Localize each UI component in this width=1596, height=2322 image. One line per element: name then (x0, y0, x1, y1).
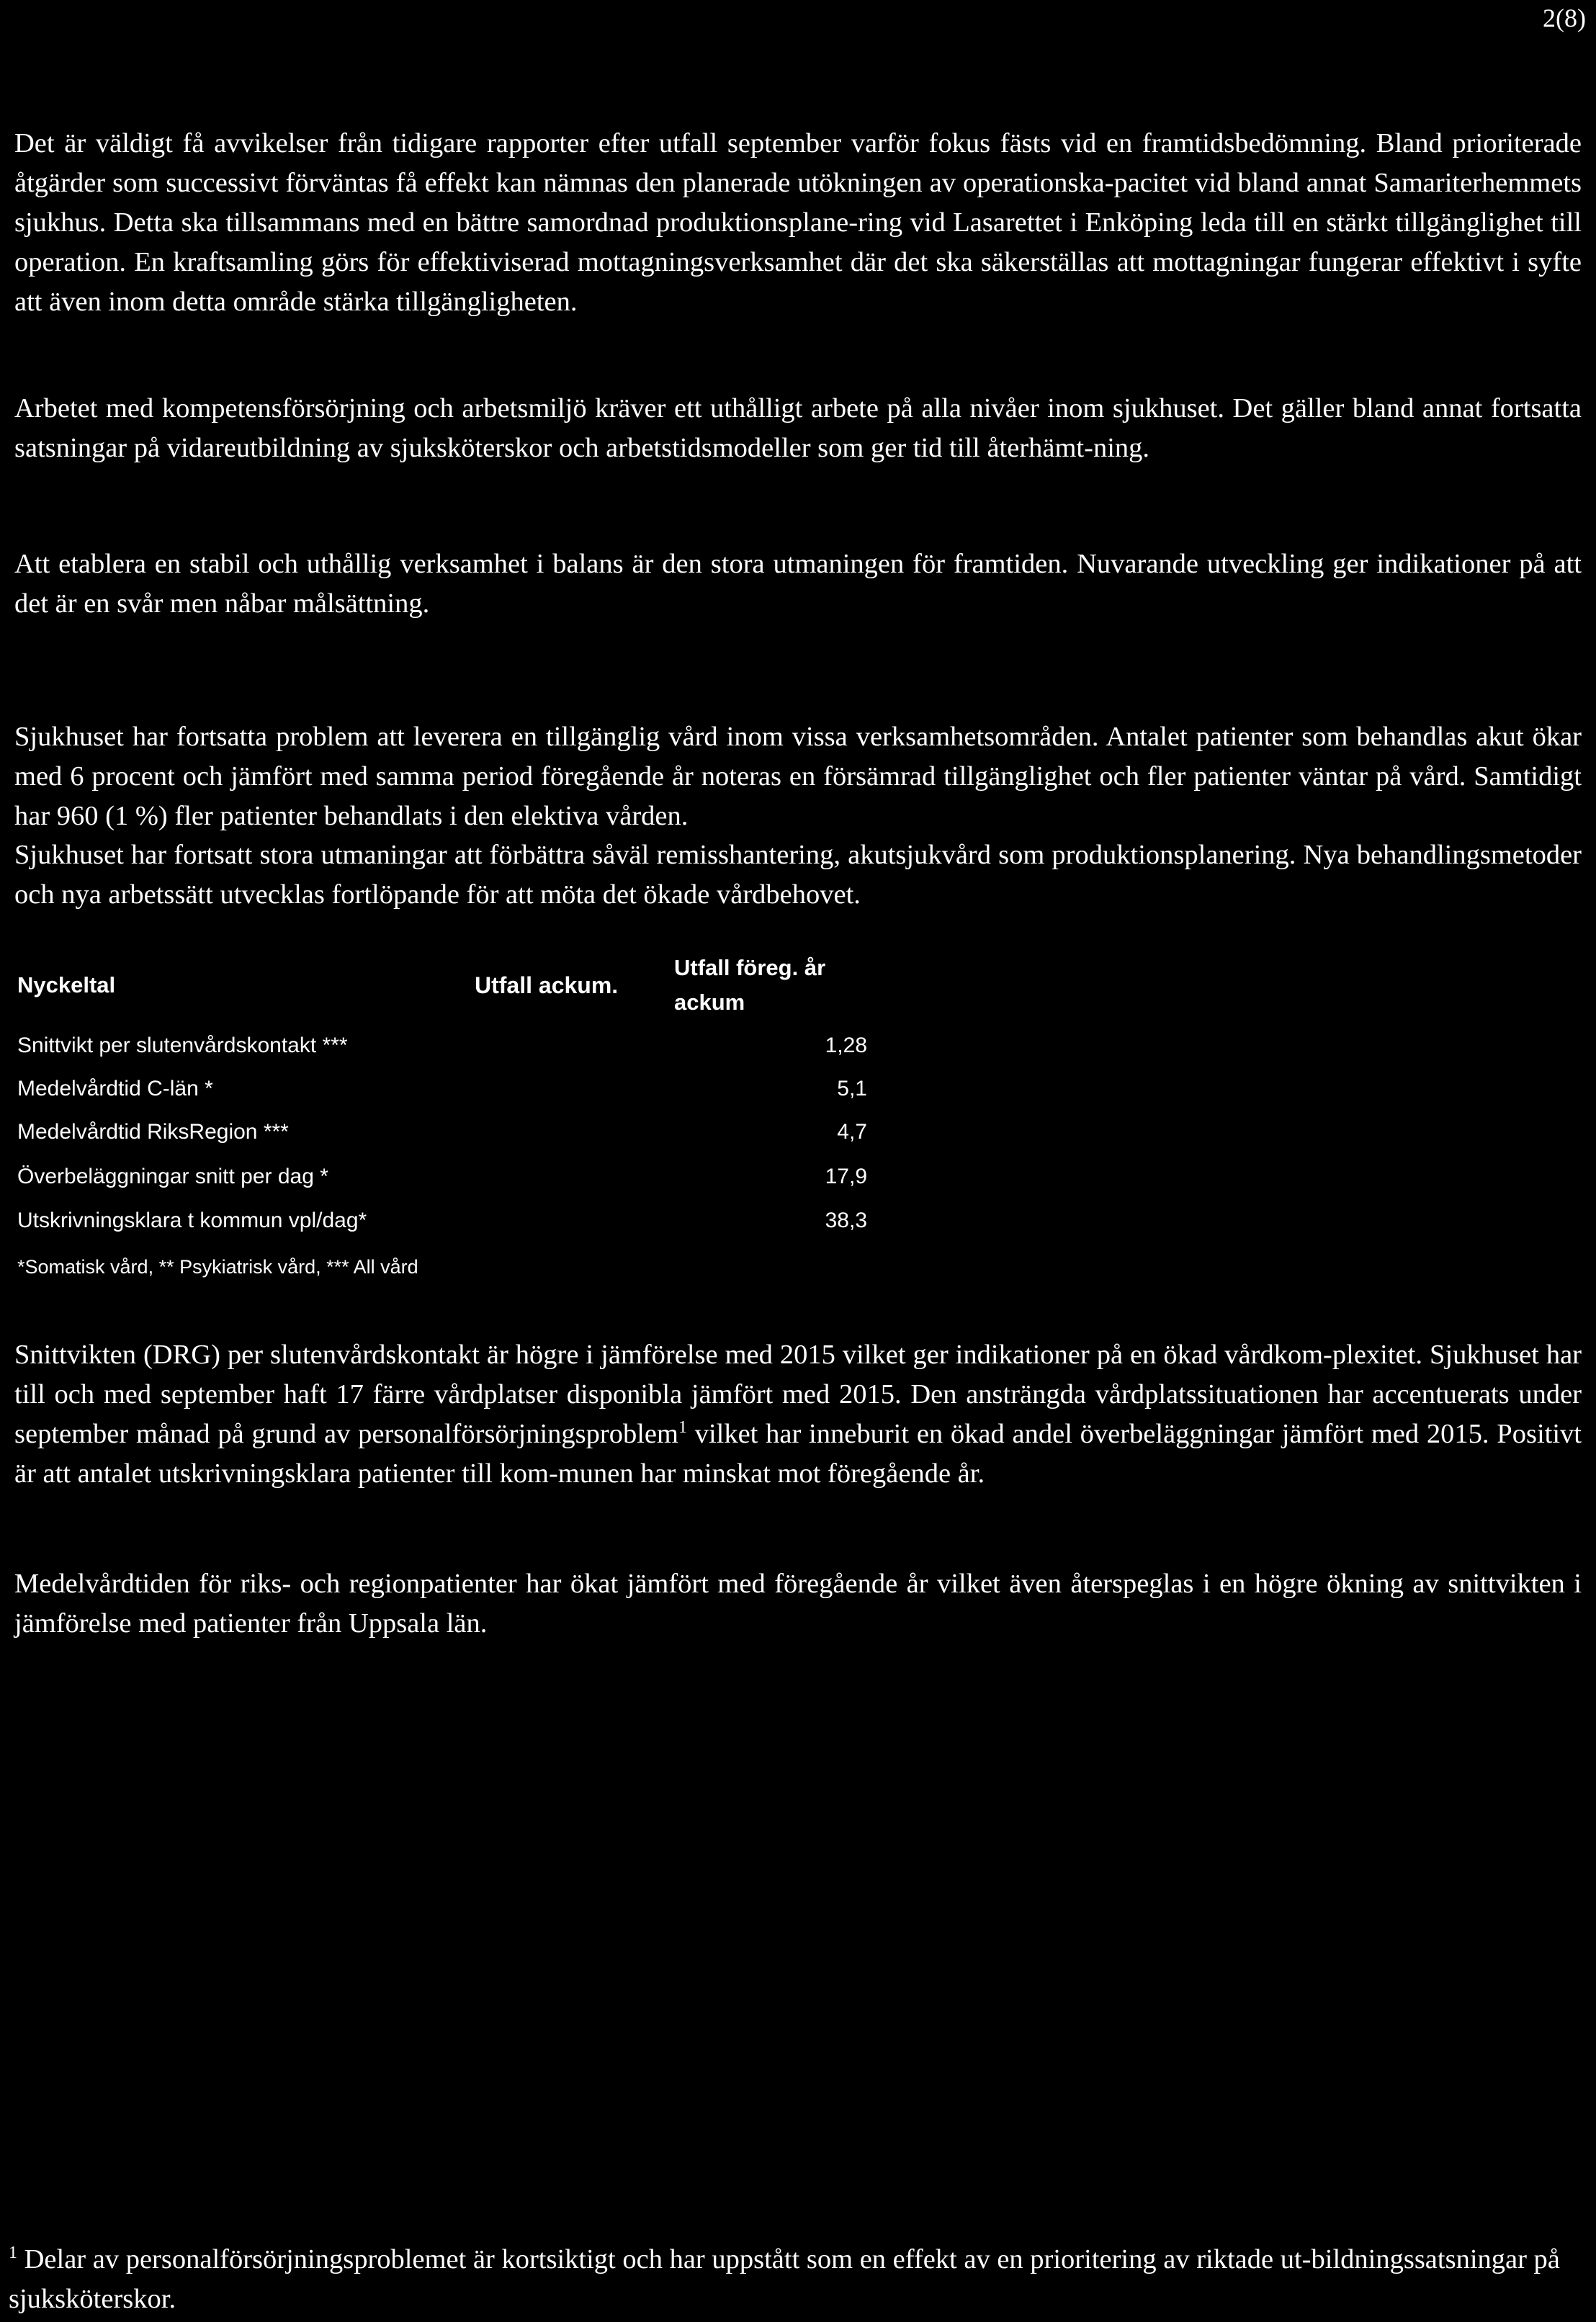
paragraph-case-mix-part2: vilket har inneburit en ökad andel överbeläggningar jämfört med 2015. Positivt är att antalet utskrivningsklara patienter till kom-munen har minskat mot föregående år. (14, 1419, 1582, 1489)
footnote (9, 2240, 1586, 2319)
table-row (17, 1034, 867, 1070)
row-value: 5,1 (837, 1077, 867, 1101)
table-row (17, 1209, 867, 1245)
table-row (17, 1077, 867, 1113)
footnote-text: Delar av personalförsörjningsproblemet är kortsiktigt och har uppstått som en effekt av en prioritering av riktade ut-bildningssatsningar på sjuksköterskor. (9, 2244, 1560, 2314)
paragraph-case-mix (14, 1335, 1582, 1494)
table-note: *Somatisk vård, ** Psykiatrisk vård, *** All vård (17, 1256, 418, 1278)
row-value: 1,28 (825, 1034, 867, 1057)
row-label: Överbeläggningar snitt per dag * (17, 1165, 328, 1188)
paragraph-stability: Att etablera en stabil och uthållig verksamhet i balans är den stora utmaningen för framtiden. Nuvarande utveckling ger indikationer på att det är en svår men nåbar målsättning. (14, 549, 1582, 619)
row-value: 17,9 (825, 1165, 867, 1188)
row-label: Medelvårdtid C-län * (17, 1077, 213, 1101)
row-value: 38,3 (825, 1209, 867, 1232)
header-utfall-foreg (674, 951, 825, 1020)
row-label: Medelvårdtid RiksRegion *** (17, 1120, 289, 1144)
page-number: 2(8) (1543, 4, 1586, 32)
header-utfall-ackum: Utfall ackum. (475, 972, 619, 998)
footnote-reference: 1 (678, 1418, 687, 1438)
paragraph-accessibility: Sjukhuset har fortsatta problem att leverera en tillgänglig vård inom vissa verksamhetsområden. Antalet patienter som behandlas akut ökar med 6 procent och jämfört med samma period föregående år noteras en försämrad tillgänglighet och fler patienter väntar på vård. Samtidigt har 960 (1 %) fler patienter behandlats i den elektiva vården. (14, 722, 1582, 831)
paragraph-case-mix-part1: Snittvikten (DRG) per slutenvårdskontakt är högre i jämförelse med 2015 vilket ger indikationer på en ökad vårdkom-plexitet. Sjukhuset har till och med september haft 17 färre vårdplatser disponibla jämfört med 2015. Den ansträngda vårdplatssituationen har accentuerats under september månad på grund av personalförsörjningsproblem (14, 1340, 1582, 1449)
paragraph-outlook: Det är väldigt få avvikelser från tidigare rapporter efter utfall september varför fokus fästs vid en framtidsbedömning. Bland prioriterade åtgärder som successivt förväntas få effekt kan nämnas den planerade utökningen av operationska-pacitet vid bland annat Samariterhemmets sjukhus. Detta ska tillsammans med en bättre samordnad produktionsplane-ring vid Lasarettet i Enköping leda till en stärkt tillgänglighet till operation. En kraftsamling görs för effektiviserad mottagningsverksamhet där det ska säkerställas att mottagningar fungerar effektivt i syfte att även inom detta område stärka tillgängligheten. (14, 128, 1582, 317)
paragraph-length-of-stay: Medelvårdtiden för riks- och regionpatienter har ökat jämfört med föregående år vilket även återspeglas i en högre ökning av snittvikten i jämförelse med patienter från Uppsala län. (14, 1569, 1582, 1639)
table-row (17, 1165, 867, 1201)
row-label: Snittvikt per slutenvårdskontakt *** (17, 1034, 348, 1057)
row-value: 4,7 (837, 1120, 867, 1144)
table-row (17, 1120, 867, 1156)
header-utfall-foreg-line1: Utfall föreg. år (674, 955, 826, 980)
header-utfall-foreg-line2: ackum (674, 990, 745, 1015)
paragraph-competence: Arbetet med kompetensförsörjning och arbetsmiljö kräver ett uthålligt arbete på alla nivåer inom sjukhuset. Det gäller bland annat fortsatta satsningar på vidareutbildning av sjuksköterskor och arbetstidsmodeller som ger tid till återhämt-ning. (14, 393, 1582, 463)
header-nyckeltal: Nyckeltal (17, 972, 116, 998)
row-label: Utskrivningsklara t kommun vpl/dag* (17, 1209, 367, 1232)
paragraph-challenges: Sjukhuset har fortsatt stora utmaningar att förbättra såväl remisshantering, akutsjukvård som produktionsplanering. Nya behandlingsmetoder och nya arbetssätt utvecklas fortlöpande för att möta det ökade vårdbehovet. (14, 840, 1582, 910)
footnote-marker: 1 (9, 2243, 17, 2263)
